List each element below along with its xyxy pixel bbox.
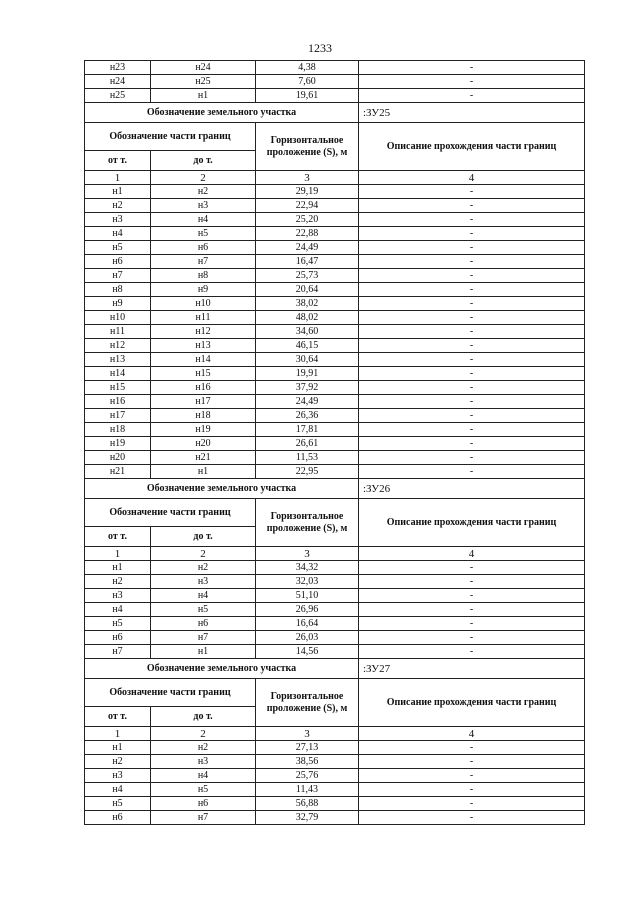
- description-cell: -: [359, 185, 585, 199]
- table-row: [85, 755, 585, 769]
- table-row: [85, 423, 585, 437]
- length-cell: 19,61: [256, 89, 359, 103]
- table-row: [85, 465, 585, 479]
- to-cell: н13: [151, 339, 256, 353]
- length-cell: 16,64: [256, 617, 359, 631]
- length-cell: 26,61: [256, 437, 359, 451]
- description-cell: -: [359, 297, 585, 311]
- column-number: 1: [85, 547, 151, 561]
- from-cell: н4: [85, 227, 151, 241]
- to-cell: н18: [151, 409, 256, 423]
- description-cell: -: [359, 589, 585, 603]
- to-cell: н8: [151, 269, 256, 283]
- table-row: [85, 269, 585, 283]
- description-cell: -: [359, 423, 585, 437]
- from-cell: н4: [85, 783, 151, 797]
- description-header: Описание прохождения части границ: [359, 679, 585, 727]
- table-row: [85, 297, 585, 311]
- table-row: [85, 561, 585, 575]
- description-cell: -: [359, 283, 585, 297]
- description-cell: -: [359, 465, 585, 479]
- to-cell: н4: [151, 589, 256, 603]
- description-cell: -: [359, 783, 585, 797]
- to-cell: н5: [151, 783, 256, 797]
- to-cell: н6: [151, 617, 256, 631]
- table-row: [85, 61, 585, 75]
- length-cell: 26,03: [256, 631, 359, 645]
- to-cell: н7: [151, 631, 256, 645]
- to-cell: н17: [151, 395, 256, 409]
- length-cell: 25,76: [256, 769, 359, 783]
- boundary-parts-header: Обозначение части границ: [85, 123, 256, 151]
- length-cell: 26,36: [256, 409, 359, 423]
- from-cell: н21: [85, 465, 151, 479]
- section-title: Обозначение земельного участка: [85, 103, 359, 123]
- to-cell: н12: [151, 325, 256, 339]
- column-number: 4: [359, 547, 585, 561]
- to-cell: н21: [151, 451, 256, 465]
- from-cell: н5: [85, 797, 151, 811]
- length-cell: 25,20: [256, 213, 359, 227]
- column-number: 2: [151, 547, 256, 561]
- length-cell: 32,79: [256, 811, 359, 825]
- table-row: [85, 769, 585, 783]
- length-cell: 22,94: [256, 199, 359, 213]
- table-row: [85, 185, 585, 199]
- to-cell: н16: [151, 381, 256, 395]
- table-row: [85, 325, 585, 339]
- from-cell: н18: [85, 423, 151, 437]
- from-cell: н2: [85, 199, 151, 213]
- page-number: 1233: [308, 41, 332, 55]
- description-cell: -: [359, 575, 585, 589]
- from-cell: н4: [85, 603, 151, 617]
- table-row: [85, 437, 585, 451]
- description-cell: -: [359, 89, 585, 103]
- table-row: [85, 811, 585, 825]
- length-cell: 24,49: [256, 395, 359, 409]
- column-numbers-row: [85, 171, 585, 185]
- header-row: [85, 679, 585, 707]
- from-cell: н7: [85, 645, 151, 659]
- boundary-table: [84, 60, 585, 825]
- length-cell: 34,32: [256, 561, 359, 575]
- length-cell: 56,88: [256, 797, 359, 811]
- table-row: [85, 311, 585, 325]
- table-row: [85, 367, 585, 381]
- description-cell: -: [359, 645, 585, 659]
- description-cell: -: [359, 409, 585, 423]
- column-numbers-row: [85, 547, 585, 561]
- description-cell: -: [359, 367, 585, 381]
- from-cell: н1: [85, 185, 151, 199]
- from-cell: н24: [85, 75, 151, 89]
- table-row: [85, 241, 585, 255]
- boundary-parts-header: Обозначение части границ: [85, 679, 256, 707]
- to-cell: н2: [151, 185, 256, 199]
- description-cell: -: [359, 769, 585, 783]
- from-cell: н2: [85, 575, 151, 589]
- table-row: [85, 575, 585, 589]
- horizontal-length-header: Горизонтальное проложение (S), м: [256, 123, 359, 171]
- from-cell: н8: [85, 283, 151, 297]
- from-cell: н5: [85, 617, 151, 631]
- to-cell: н3: [151, 575, 256, 589]
- description-cell: -: [359, 325, 585, 339]
- length-cell: 48,02: [256, 311, 359, 325]
- length-cell: 37,92: [256, 381, 359, 395]
- table-row: [85, 395, 585, 409]
- to-cell: н5: [151, 227, 256, 241]
- from-cell: н6: [85, 255, 151, 269]
- boundary-parts-header: Обозначение части границ: [85, 499, 256, 527]
- length-cell: 34,60: [256, 325, 359, 339]
- to-cell: н15: [151, 367, 256, 381]
- from-cell: н6: [85, 631, 151, 645]
- from-cell: н5: [85, 241, 151, 255]
- table-row: [85, 381, 585, 395]
- to-cell: н6: [151, 797, 256, 811]
- horizontal-length-header: Горизонтальное проложение (S), м: [256, 679, 359, 727]
- description-cell: -: [359, 213, 585, 227]
- to-cell: н4: [151, 769, 256, 783]
- description-cell: -: [359, 241, 585, 255]
- column-number: 3: [256, 547, 359, 561]
- to-cell: н11: [151, 311, 256, 325]
- column-number: 4: [359, 727, 585, 741]
- column-number: 2: [151, 727, 256, 741]
- description-cell: -: [359, 381, 585, 395]
- description-cell: -: [359, 617, 585, 631]
- column-numbers-row: [85, 727, 585, 741]
- description-cell: -: [359, 353, 585, 367]
- to-cell: н2: [151, 561, 256, 575]
- table-row: [85, 741, 585, 755]
- description-cell: -: [359, 395, 585, 409]
- from-cell: н12: [85, 339, 151, 353]
- description-header: Описание прохождения части границ: [359, 123, 585, 171]
- from-header: от т.: [85, 707, 151, 727]
- table-row: [85, 75, 585, 89]
- length-cell: 38,56: [256, 755, 359, 769]
- to-cell: н2: [151, 741, 256, 755]
- header-row: [85, 499, 585, 527]
- section-title-row: [85, 659, 585, 679]
- to-cell: н1: [151, 645, 256, 659]
- length-cell: 26,96: [256, 603, 359, 617]
- from-cell: н1: [85, 741, 151, 755]
- length-cell: 22,88: [256, 227, 359, 241]
- to-cell: н3: [151, 755, 256, 769]
- length-cell: 7,60: [256, 75, 359, 89]
- from-cell: н11: [85, 325, 151, 339]
- length-cell: 19,91: [256, 367, 359, 381]
- table-row: [85, 283, 585, 297]
- from-cell: н20: [85, 451, 151, 465]
- length-cell: 11,43: [256, 783, 359, 797]
- to-cell: н1: [151, 465, 256, 479]
- table-row: [85, 339, 585, 353]
- from-cell: н19: [85, 437, 151, 451]
- description-cell: -: [359, 797, 585, 811]
- description-cell: -: [359, 311, 585, 325]
- to-cell: н1: [151, 89, 256, 103]
- to-header: до т.: [151, 707, 256, 727]
- from-cell: н2: [85, 755, 151, 769]
- description-cell: -: [359, 255, 585, 269]
- table-row: [85, 797, 585, 811]
- to-cell: н19: [151, 423, 256, 437]
- column-number: 2: [151, 171, 256, 185]
- to-cell: н10: [151, 297, 256, 311]
- from-header: от т.: [85, 151, 151, 171]
- description-cell: -: [359, 227, 585, 241]
- description-cell: -: [359, 603, 585, 617]
- from-cell: н3: [85, 769, 151, 783]
- length-cell: 46,15: [256, 339, 359, 353]
- column-number: 3: [256, 727, 359, 741]
- description-cell: -: [359, 75, 585, 89]
- section-code: :ЗУ26: [359, 479, 585, 499]
- to-cell: н6: [151, 241, 256, 255]
- table-row: [85, 227, 585, 241]
- description-header: Описание прохождения части границ: [359, 499, 585, 547]
- length-cell: 20,64: [256, 283, 359, 297]
- description-cell: -: [359, 561, 585, 575]
- from-cell: н3: [85, 213, 151, 227]
- from-cell: н25: [85, 89, 151, 103]
- description-cell: -: [359, 741, 585, 755]
- to-cell: н24: [151, 61, 256, 75]
- table-row: [85, 589, 585, 603]
- description-cell: -: [359, 451, 585, 465]
- from-cell: н16: [85, 395, 151, 409]
- description-cell: -: [359, 199, 585, 213]
- section-title-row: [85, 103, 585, 123]
- length-cell: 14,56: [256, 645, 359, 659]
- to-cell: н5: [151, 603, 256, 617]
- description-cell: -: [359, 631, 585, 645]
- to-cell: н7: [151, 255, 256, 269]
- column-number: 3: [256, 171, 359, 185]
- description-cell: -: [359, 339, 585, 353]
- section-code: :ЗУ25: [359, 103, 585, 123]
- from-header: от т.: [85, 527, 151, 547]
- column-number: 1: [85, 727, 151, 741]
- to-cell: н14: [151, 353, 256, 367]
- from-cell: н1: [85, 561, 151, 575]
- length-cell: 24,49: [256, 241, 359, 255]
- length-cell: 29,19: [256, 185, 359, 199]
- to-header: до т.: [151, 527, 256, 547]
- header-row: [85, 123, 585, 151]
- from-cell: н23: [85, 61, 151, 75]
- to-cell: н3: [151, 199, 256, 213]
- description-cell: -: [359, 437, 585, 451]
- description-cell: -: [359, 811, 585, 825]
- to-cell: н20: [151, 437, 256, 451]
- table-row: [85, 603, 585, 617]
- from-cell: н7: [85, 269, 151, 283]
- to-cell: н7: [151, 811, 256, 825]
- length-cell: 30,64: [256, 353, 359, 367]
- section-title: Обозначение земельного участка: [85, 479, 359, 499]
- from-cell: н15: [85, 381, 151, 395]
- description-cell: -: [359, 61, 585, 75]
- length-cell: 22,95: [256, 465, 359, 479]
- from-cell: н6: [85, 811, 151, 825]
- from-cell: н9: [85, 297, 151, 311]
- to-cell: н9: [151, 283, 256, 297]
- length-cell: 32,03: [256, 575, 359, 589]
- table-row: [85, 783, 585, 797]
- from-cell: н10: [85, 311, 151, 325]
- table-row: [85, 631, 585, 645]
- from-cell: н14: [85, 367, 151, 381]
- length-cell: 16,47: [256, 255, 359, 269]
- table-row: [85, 213, 585, 227]
- table-row: [85, 89, 585, 103]
- description-cell: -: [359, 755, 585, 769]
- column-number: 1: [85, 171, 151, 185]
- table-row: [85, 353, 585, 367]
- length-cell: 51,10: [256, 589, 359, 603]
- table-row: [85, 451, 585, 465]
- table-row: [85, 199, 585, 213]
- table-row: [85, 645, 585, 659]
- length-cell: 4,38: [256, 61, 359, 75]
- length-cell: 11,53: [256, 451, 359, 465]
- horizontal-length-header: Горизонтальное проложение (S), м: [256, 499, 359, 547]
- section-code: :ЗУ27: [359, 659, 585, 679]
- from-cell: н17: [85, 409, 151, 423]
- from-cell: н3: [85, 589, 151, 603]
- table-row: [85, 409, 585, 423]
- length-cell: 27,13: [256, 741, 359, 755]
- to-cell: н4: [151, 213, 256, 227]
- to-header: до т.: [151, 151, 256, 171]
- table-row: [85, 617, 585, 631]
- section-title: Обозначение земельного участка: [85, 659, 359, 679]
- length-cell: 25,73: [256, 269, 359, 283]
- description-cell: -: [359, 269, 585, 283]
- length-cell: 38,02: [256, 297, 359, 311]
- length-cell: 17,81: [256, 423, 359, 437]
- column-number: 4: [359, 171, 585, 185]
- to-cell: н25: [151, 75, 256, 89]
- from-cell: н13: [85, 353, 151, 367]
- section-title-row: [85, 479, 585, 499]
- table-row: [85, 255, 585, 269]
